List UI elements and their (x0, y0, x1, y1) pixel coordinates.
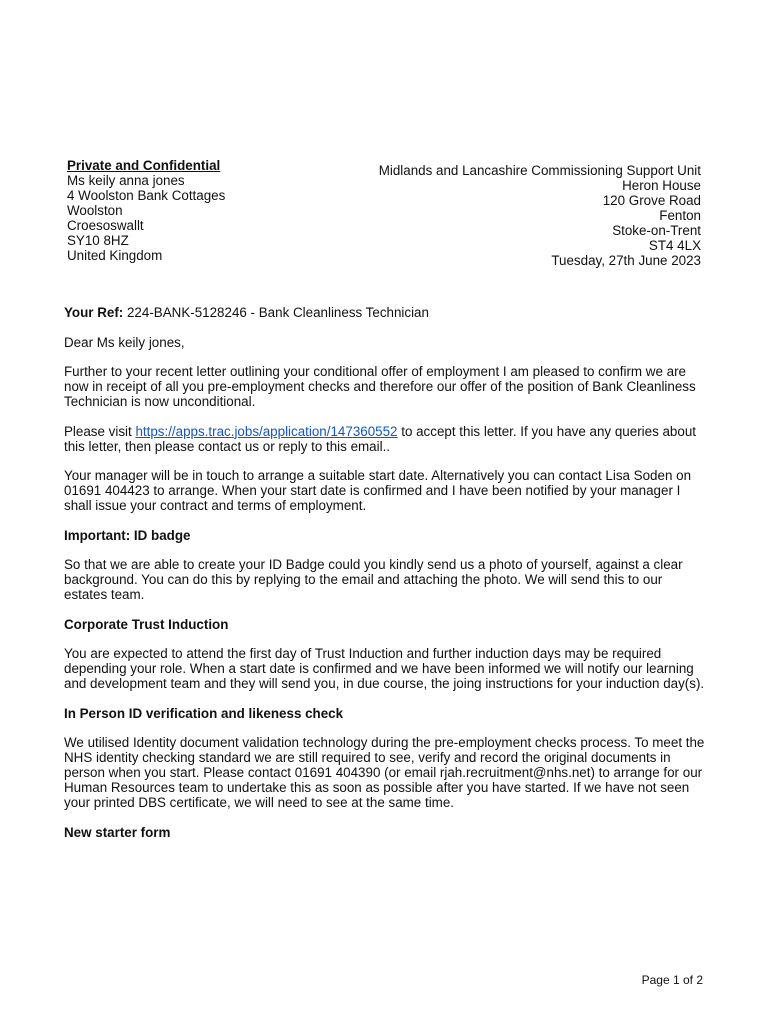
reference-value: 224-BANK-5128246 - Bank Cleanliness Technician (123, 305, 429, 320)
paragraph-corporate-induction: You are expected to attend the first day of Trust Induction and further induction days may be required depending your role. When a start date is confirmed and we have been informed we will notify our learning and development team and they will send you, in due course, the joing instructions for your induction day(s). (64, 646, 705, 691)
confidential-label: Private and Confidential (67, 158, 221, 173)
application-link[interactable]: https://apps.trac.jobs/application/147360552 (135, 423, 398, 439)
sender-town: Stoke-on-Trent (612, 223, 701, 238)
paragraph-offer-confirmation: Further to your recent letter outlining your conditional offer of employment I am pleased to confirm we are now in receipt of all you pre-employment checks and therefore our offer of the position of Bank Cleanliness Technician is now unconditional. (64, 364, 696, 409)
heading-corporate-induction: Corporate Trust Induction (64, 616, 229, 632)
paragraph-accept-letter (64, 424, 706, 454)
recipient-address (67, 158, 225, 263)
recipient-locality: Woolston (67, 203, 123, 218)
accept-text-before: Please visit (64, 423, 136, 439)
sender-street: 120 Grove Road (602, 193, 701, 208)
heading-id-badge: Important: ID badge (64, 527, 191, 543)
heading-new-starter-form: New starter form (64, 824, 171, 840)
sender-locality: Fenton (659, 208, 701, 223)
recipient-street: 4 Woolston Bank Cottages (67, 188, 226, 203)
recipient-name: Ms keily anna jones (67, 173, 185, 188)
reference-line (64, 305, 706, 320)
letter-body (64, 305, 706, 854)
reference-label: Your Ref: (64, 305, 124, 320)
sender-postcode: ST4 4LX (648, 238, 701, 253)
sender-building: Heron House (622, 178, 701, 193)
heading-id-verification: In Person ID verification and likeness check (64, 705, 344, 721)
paragraph-id-badge: So that we are able to create your ID Badge could you kindly send us a photo of yourself, against a clear background. You can do this by replying to the email and attaching the photo. We will send this to our estates team. (64, 557, 683, 602)
recipient-country: United Kingdom (67, 248, 163, 263)
page-number: Page 1 of 2 (641, 973, 703, 987)
recipient-town: Croesoswallt (67, 218, 144, 233)
recipient-postcode: SY10 8HZ (67, 233, 129, 248)
sender-organisation: Midlands and Lancashire Commissioning Support Unit (378, 163, 701, 178)
accept-text-after: to accept this letter. If you have any queries about this letter, then please contact us or reply to this email.. (64, 423, 696, 454)
paragraph-id-verification: We utilised Identity document validation technology during the pre-employment checks process. To meet the NHS identity checking standard we are still required to see, verify and record the original documents in person when you start. Please contact 01691 404390 (or email rjah.recruitment@nhs.net) to arrange for our Human Resources team to undertake this as soon as possible after you have started. If we have not seen your printed DBS certificate, we will need to see at the same time. (64, 735, 705, 810)
salutation: Dear Ms keily jones, (64, 334, 185, 350)
sender-address (379, 163, 701, 268)
paragraph-start-date: Your manager will be in touch to arrange a suitable start date. Alternatively you can contact Lisa Soden on 01691 404423 to arrange. When your start date is confirmed and I have been notified by your manager I shall issue your contract and terms of employment. (64, 468, 692, 513)
letter-date: Tuesday, 27th June 2023 (551, 253, 701, 268)
